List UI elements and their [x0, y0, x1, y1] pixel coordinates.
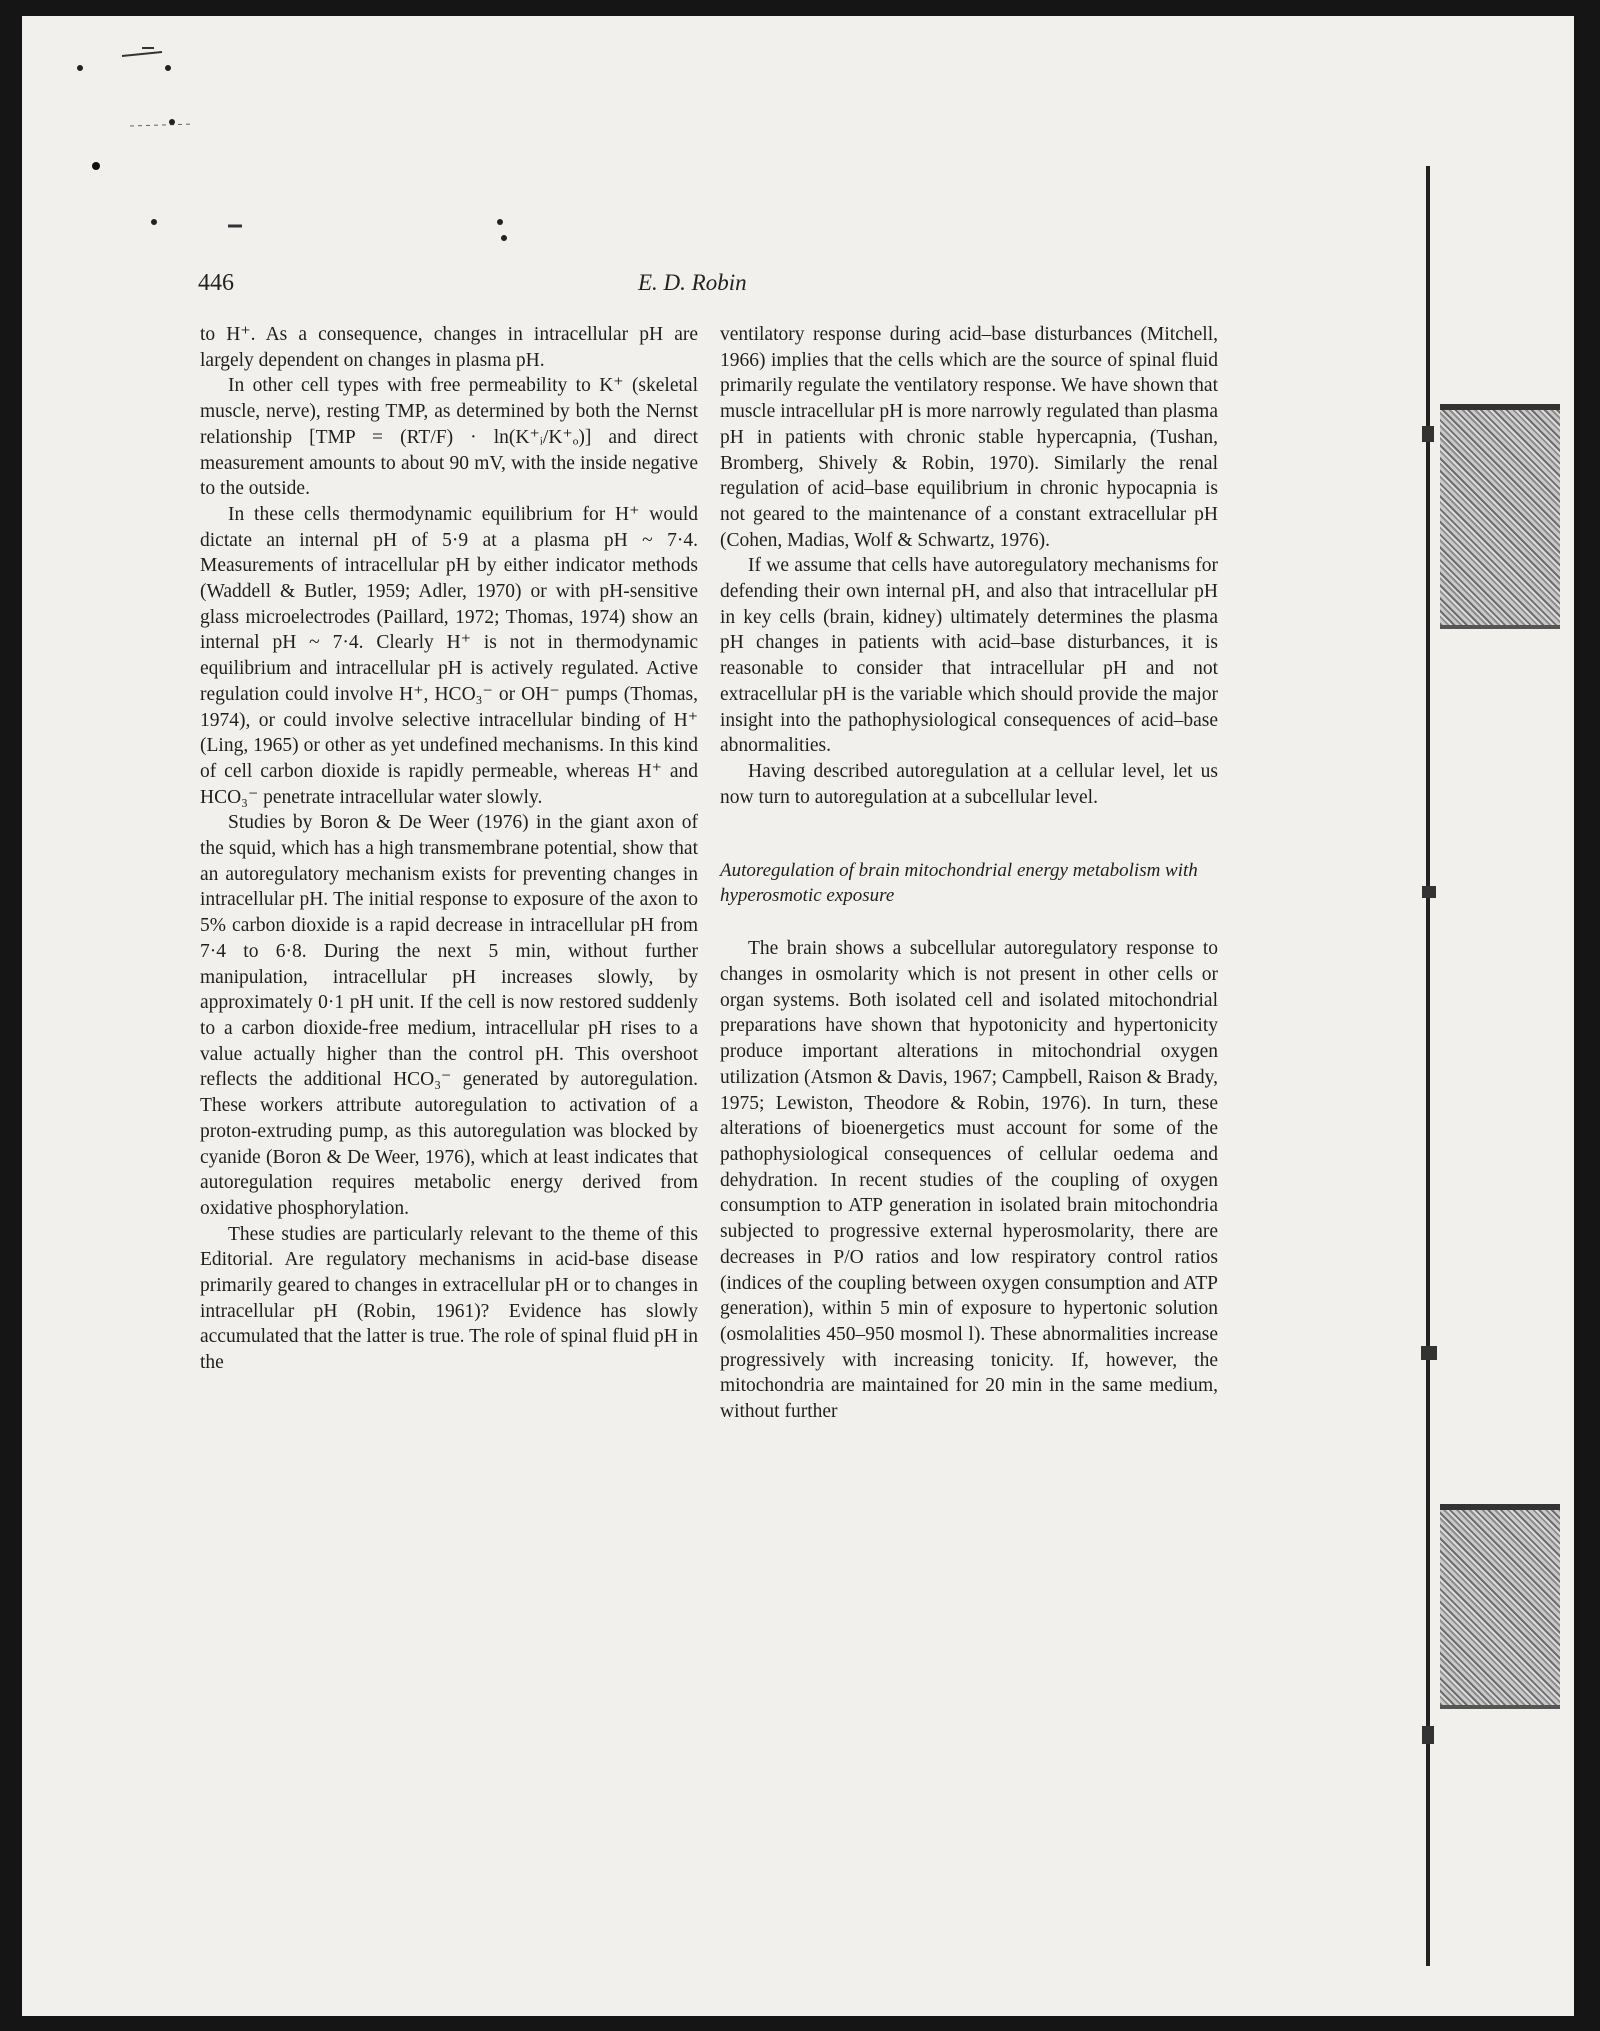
paragraph: Having described autoregulation at a cellular level, let us now turn to autoregulation at a subcellular level. [720, 760, 1218, 808]
paragraph: The brain shows a subcellular autoregulatory response to changes in osmolarity which is not present in other cells or organ systems. Both isolated cell and isolated mitochondrial preparations have shown that hypotonicity and hypertonicity produce important alterations in mitochondrial oxygen utilization (Atsmon & Davis, 1967; Campbell, Raison & Brady, 1975; Lewiston, Theodore & Robin, 1976). In turn, these alterations of bioenergetics must account for some of the pathophysiological consequences of cellular oedema and dehydration. In recent studies of the coupling of oxygen consumption to ATP generation in isolated brain mitochondria subjected to progressive external hyperosmolarity, there are decreases in P/O ratios and low respiratory control ratios (indices of the coupling between oxygen consumption and ATP generation), within 5 min of exposure to hypertonic solution (osmolalities 450–950 mosmol l). These abnormalities increase progressively with increasing tonicity. If, however, the mitochondria are maintained for 20 min in the same medium, without further [720, 938, 1218, 1423]
right-column [720, 322, 1218, 1425]
paragraph: These studies are particularly relevant to the theme of this Editorial. Are regulatory mechanisms in acid-base disease primarily geared to changes in extracellular pH or to changes in intracellular pH (Robin, 1961)? Evidence has slowly accumulated that the latter is true. The role of spinal fluid pH in the [200, 1223, 698, 1374]
paragraph: ventilatory response during acid–base disturbances (Mitchell, 1966) implies that the cells which are the source of spinal fluid primarily regulate the ventilatory response. We have shown that muscle intracellular pH is more narrowly regulated than plasma pH in patients with chronic stable hypercapnia, (Tushan, Bromberg, Shively & Robin, 1970). Similarly the renal regulation of acid–base equilibrium in chronic hypocapnia is not geared to the maintenance of a constant extracellular pH (Cohen, Madias, Wolf & Schwartz, 1976). [720, 324, 1218, 551]
running-author: E. D. Robin [638, 270, 747, 295]
paragraph: In other cell types with free permeability to K⁺ (skeletal muscle, nerve), resting TMP, as determined by both the Nernst relationship [TMP = (RT/F) · ln(K⁺ᵢ/K⁺ₒ)] and direct measurement amounts to about 90 mV, with the inside negative to the outside. [200, 375, 698, 500]
scan-noise-patch [1440, 404, 1560, 629]
running-header [198, 270, 1218, 310]
paragraph: to H⁺. As a consequence, changes in intracellular pH are largely dependent on changes in plasma pH. [200, 324, 698, 371]
paragraph: In these cells thermodynamic equilibrium for H⁺ would dictate an internal pH of 5·9 at a plasma pH ~ 7·4. Measurements of intracellular pH by either indicator methods (Waddell & Butler, 1959; Adler, 1970) or with pH-sensitive glass microelectrodes (Paillard, 1972; Thomas, 1974) show an internal pH ~ 7·4. Clearly H⁺ is not in thermodynamic equilibrium and intracellular pH is actively regulated. Active regulation could involve H⁺, HCO₃⁻ or OH⁻ pumps (Thomas, 1974), or could involve selective intracellular binding of H⁺ (Ling, 1965) or other as yet undefined mechanisms. In this kind of cell carbon dioxide is rapidly permeable, whereas H⁺ and HCO₃⁻ penetrate intracellular water slowly. [200, 503, 698, 808]
page-number: 446 [198, 270, 234, 296]
section-heading: Autoregulation of brain mitochondrial energy metabolism with hyperosmotic exposure [720, 860, 1198, 907]
scan-edge-bar [1420, 166, 1442, 1966]
paragraph: If we assume that cells have autoregulatory mechanisms for defending their own internal pH, and also that intracellular pH in key cells (brain, kidney) ultimately determines the plasma pH changes in patients with acid–base disturbances, it is reasonable to consider that intracellular pH and not extracellular pH is the variable which should provide the major insight into the pathophysiological consequences of acid–base abnormalities. [720, 555, 1218, 757]
scan-noise-patch [1440, 1504, 1560, 1709]
left-column [200, 322, 698, 1376]
paragraph: Studies by Boron & De Weer (1976) in the giant axon of the squid, which has a high transmembrane potential, show that an autoregulatory mechanism exists for preventing changes in intracellular pH. The initial response to exposure of the axon to 5% carbon dioxide is a rapid decrease in intracellular pH from 7·4 to 6·8. During the next 5 min, without further manipulation, intracellular pH increases slowly, by approximately 0·1 pH unit. If the cell is now restored suddenly to a carbon dioxide-free medium, intracellular pH rises to a value actually higher than the control pH. This overshoot reflects the additional HCO₃⁻ generated by autoregulation. These workers attribute autoregulation to activation of a proton-extruding pump, as this autoregulation was blocked by cyanide (Boron & De Weer, 1976), which at least indicates that autoregulation requires metabolic energy derived from oxidative phosphorylation. [200, 812, 698, 1219]
